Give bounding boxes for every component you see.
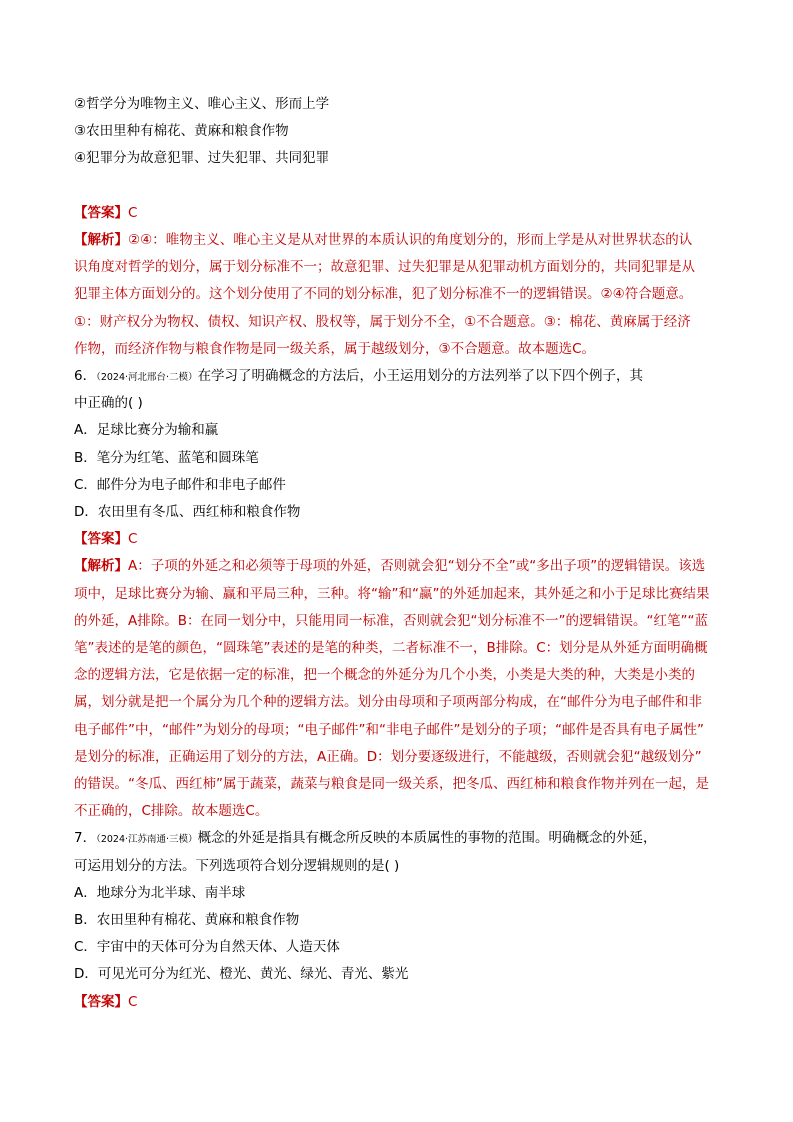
q7-number: 7． bbox=[74, 830, 97, 846]
q7-stem-line-2: 可运用划分的方法。下列选项符合划分逻辑规则的是( ) bbox=[74, 858, 400, 874]
answer-value: C bbox=[128, 994, 138, 1010]
q6-analysis-line-2: 项中，足球比赛分为输、赢和平局三种，三种。将“输”和“赢”的外延加起来，其外延之和小于足球比赛结果 bbox=[74, 586, 710, 602]
prev-analysis-line-1: 【解析】②④：唯物主义、唯心主义是从对世界的本质认识的角度划分的，形而上学是从对世界状态的认 bbox=[74, 232, 693, 248]
q6-option-c: C．邮件分为电子邮件和非电子邮件 bbox=[74, 477, 286, 493]
q7-answer bbox=[74, 993, 734, 1011]
q6-analysis-line-8: 是划分的标准，正确运用了划分的方法，A正确。D：划分要逐级进行，不能越级，否则就会犯“越级划分” bbox=[74, 749, 702, 765]
q6-option-d: D．农田里有冬瓜、西红柿和粮食作物 bbox=[74, 504, 301, 520]
q6-analysis-line-5: 念的逻辑方法，它是依据一定的标准，把一个概念的外延分为几个小类，小类是大类的种，大类是小类的 bbox=[74, 667, 695, 683]
analysis-label: 【解析】 bbox=[74, 558, 128, 574]
q6-analysis-line-10: 不正确的，C排除。故本题选C。 bbox=[74, 803, 269, 819]
q6-analysis-line-3: 的外延，A排除。B：在同一划分中，只能用同一标准，否则就会犯“划分标准不一”的逻辑错误。“红笔”“蓝 bbox=[74, 613, 708, 629]
q6-analysis-line-4: 笔”表述的是笔的颜色，“圆珠笔”表述的是笔的种类，二者标准不一，B排除。C：划分是从外延方面明确概 bbox=[74, 640, 708, 656]
prev-analysis-line-4: ①：财产权分为物权、债权、知识产权、股权等，属于划分不全，①不合题意。③：棉花、黄麻属于经济 bbox=[74, 314, 691, 330]
q6-option-b: B．笔分为红笔、蓝笔和圆珠笔 bbox=[74, 450, 259, 466]
q7-option-a: A．地球分为北半球、南半球 bbox=[74, 885, 246, 901]
prev-analysis-line-5: 作物，而经济作物与粮食作物是同一级关系，属于越级划分，③不合题意。故本题选C。 bbox=[74, 341, 596, 357]
q6-analysis-line-1: 【解析】A：子项的外延之和必须等于母项的外延，否则就会犯“划分不全”或“多出子项”的逻辑错误。该选 bbox=[74, 558, 706, 574]
q6-answer bbox=[74, 530, 734, 548]
q7-option-c: C．宇宙中的天体可分为自然天体、人造天体 bbox=[74, 939, 340, 955]
prev-item-3: ③农田里种有棉花、黄麻和粮食作物 bbox=[74, 123, 289, 139]
prev-item-4: ④犯罪分为故意犯罪、过失犯罪、共同犯罪 bbox=[74, 150, 330, 166]
answer-label: 【答案】 bbox=[74, 531, 128, 547]
q7-option-d: D．可见光可分为红光、橙光、黄光、绿光、青光、紫光 bbox=[74, 966, 409, 982]
prev-analysis-line-3: 犯罪主体方面划分的。这个划分使用了不同的划分标准，犯了划分标准不一的逻辑错误。②④符合题意。 bbox=[74, 286, 693, 302]
q6-stem-line-1: 6．（2024·河北邢台·二模）在学习了明确概念的方法后，小王运用划分的方法列举了以下四个例子，其 bbox=[74, 368, 644, 384]
prev-item-2: ②哲学分为唯物主义、唯心主义、形而上学 bbox=[74, 96, 330, 112]
q7-source: （2024·江苏南通·三模） bbox=[96, 834, 198, 845]
q7-stem-line-1: 7．（2024·江苏南通·三模）概念的外延是指具有概念所反映的本质属性的事物的范围。明确概念的外延， bbox=[74, 830, 657, 846]
q6-number: 6． bbox=[74, 368, 97, 384]
analysis-label: 【解析】 bbox=[74, 232, 128, 248]
q6-analysis-line-6: 属，划分就是把一个属分为几个种的逻辑方法。划分由母项和子项两部分构成，在“邮件分为电子邮件和非 bbox=[74, 694, 702, 710]
answer-value: C bbox=[128, 531, 138, 547]
q6-analysis-line-7: 电子邮件”中，“邮件”为划分的母项；“电子邮件”和“非电子邮件”是划分的子项；“邮件是否具有电子属性” bbox=[74, 722, 704, 738]
q7-option-b: B．农田里种有棉花、黄麻和粮食作物 bbox=[74, 912, 300, 928]
q6-analysis-line-9: 的错误。“冬瓜、西红柿”属于蔬菜，蔬菜与粮食是同一级关系，把冬瓜、西红柿和粮食作物并列在一起，是 bbox=[74, 776, 709, 792]
prev-analysis-line-2: 识角度对哲学的划分，属于划分标准不一；故意犯罪、过失犯罪是从犯罪动机方面划分的，共同犯罪是从 bbox=[74, 259, 695, 275]
answer-value: C bbox=[128, 205, 138, 221]
prev-answer bbox=[74, 204, 734, 222]
q6-stem-line-2: 中正确的( ) bbox=[74, 395, 143, 411]
answer-label: 【答案】 bbox=[74, 994, 128, 1010]
q6-source: （2024·河北邢台·二模） bbox=[96, 372, 198, 383]
answer-label: 【答案】 bbox=[74, 205, 128, 221]
q6-option-a: A．足球比赛分为输和赢 bbox=[74, 422, 219, 438]
